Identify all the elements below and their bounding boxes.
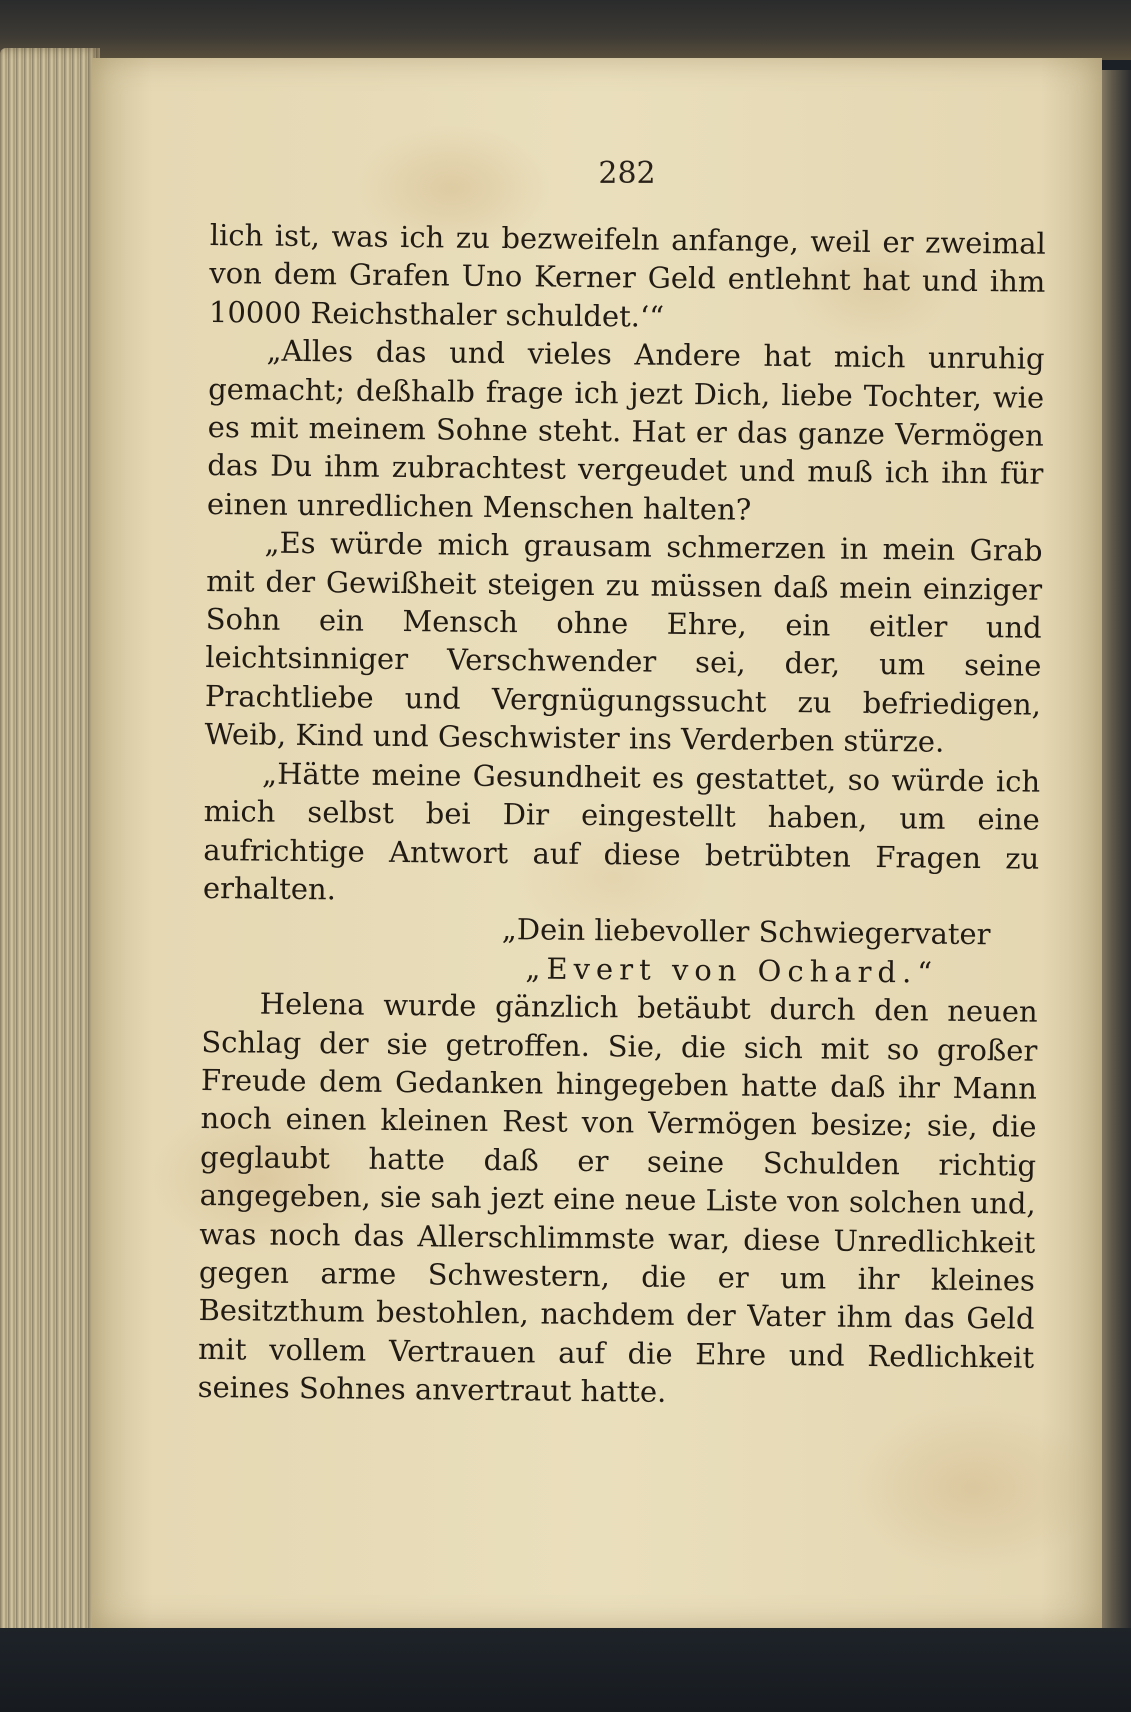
paragraph-2: „Alles das und vieles Andere hat mich unruhig gemacht; deßhalb frage ich jezt Dich, liebe Tochter, wie es mit meinem Sohne steht. Hat er das ganze Vermögen das Du ihm zubrachtest vergeudet und muß ich ihn für einen unredlichen Menschen halten? bbox=[206, 333, 1045, 527]
letter-closing: „Dein liebevoller Schwiegervater bbox=[501, 912, 991, 952]
paragraph-4: „Hätte meine Gesundheit es gestattet, so würde ich mich selbst bei Dir eingestellt haben, um eine aufrichtige Antwort auf diese betrübten Fragen zu erhalten. bbox=[202, 756, 1041, 907]
book-cover-right-edge bbox=[1100, 70, 1131, 1630]
page-text bbox=[198, 216, 1046, 1415]
paragraph-5: Helena wurde gänzlich betäubt durch den neuen Schlag der sie getroffen. Sie, die sich mit so großer Freude dem Gedanken hingegeben hatte daß ihr Mann noch einen kleinen Rest von Vermögen besize; sie, die geglaubt hatte daß er seine Schulden richtig angegeben, sie sah jezt eine neue Liste von solchen und, was noch das Allerschlimmste war, diese Unredlichkeit gegen arme Schwestern, die er um ihr kleines Besitzthum bestohlen, nachdem der Vater ihm das Geld mit vollem Vertrauen auf die Ehre und Redlichkeit seines Sohnes anvertraut hatte. bbox=[197, 986, 1038, 1410]
paragraph-3: „Es würde mich grausam schmerzen in mein Grab mit der Gewißheit steigen zu müssen daß mein einziger Sohn ein Mensch ohne Ehre, ein eitler und leichtsinniger Verschwender sei, der, um seine Prachtliebe und Vergnügungssucht zu befriedigen, Weib, Kind und Geschwister ins Verderben stürze. bbox=[204, 525, 1043, 759]
page-number: 282 bbox=[598, 156, 656, 191]
book-page bbox=[92, 58, 1102, 1628]
letter-signature-name: „Evert von Ochard.“ bbox=[525, 951, 939, 990]
paragraph-1: lich ist, was ich zu bezweifeln anfange, weil er zweimal von dem Grafen Uno Kerner Geld entlehnt hat und ihm 10000 Reichsthaler schuldet.‘“ bbox=[208, 217, 1046, 334]
book-cover-top bbox=[0, 0, 1131, 60]
page-stack-edge bbox=[0, 48, 100, 1638]
book-cover-bottom bbox=[0, 1628, 1131, 1712]
